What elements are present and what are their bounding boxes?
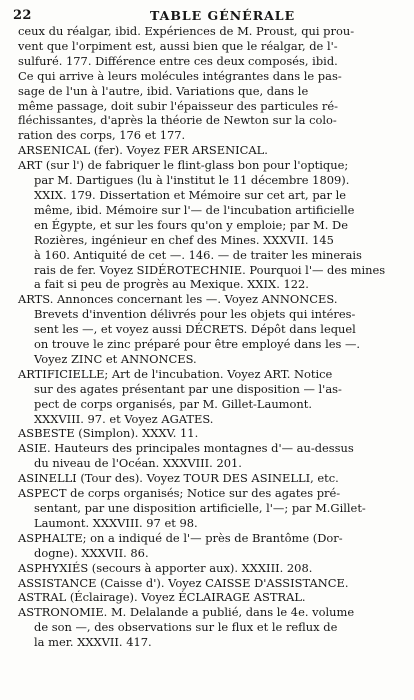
entry-line: ASBESTE (Simplon). XXXV. 11.: [18, 426, 199, 441]
index-entry: [18, 143, 402, 158]
entry-line: a fait si peu de progrès au Mexique. XXIX. 122.: [34, 277, 309, 292]
entry-line: ASPHYXIÉS (secours à apporter aux). XXXIII. 208.: [18, 560, 313, 575]
entry-line: Rozières, ingénieur en chef des Mines. XXXVII. 145: [34, 232, 334, 247]
entry-line: ARSENICAL (fer). Voyez FER ARSENICAL.: [18, 143, 268, 158]
entry-line: ASINELLI (Tour des). Voyez TOUR DES ASINELLI, etc.: [18, 471, 339, 486]
entry-line: ASIE. Hauteurs des principales montagnes d'— au-dessus: [18, 441, 354, 456]
entry-line: ASSISTANCE (Caisse d'). Voyez CAISSE D'ASSISTANCE.: [18, 575, 349, 590]
entry-line: ASPECT de corps organisés; Notice sur des agates pré-: [18, 486, 341, 501]
entry-line: de son —, des observations sur le flux et le reflux de: [34, 620, 338, 635]
entry-line: même passage, doit subir l'épaisseur des particules ré-: [18, 98, 338, 113]
index-entry: [18, 576, 402, 591]
entry-line: pect de corps organisés, par M. Gillet-Laumont.: [34, 396, 313, 411]
entry-line: dogne). XXXVII. 86.: [34, 545, 149, 560]
entry-line: sent les —, et voyez aussi DÉCRETS. Dépôt dans lequel: [34, 322, 356, 337]
index-entry: [18, 561, 402, 576]
entry-line: sentant, par une disposition artificielle, l'—; par M.Gillet-: [34, 501, 366, 515]
entry-line: ARTS. Annonces concernant les —. Voyez ANNONCES.: [18, 292, 338, 307]
index-entry: [18, 367, 402, 427]
entry-line: ASTRONOMIE. M. Delalande a publié, dans le 4e. volume: [18, 605, 355, 620]
entry-line: la mer. XXXVII. 417.: [34, 635, 152, 650]
entry-line: ART (sur l') de fabriquer le flint-glass bon pour l'optique;: [18, 158, 349, 173]
index-entry: [18, 158, 402, 292]
entry-line: Brevets d'invention délivrés pour les objets qui intéres-: [34, 307, 356, 322]
entry-line: du niveau de l'Océan. XXXVIII. 201.: [34, 456, 242, 471]
index-entry: [18, 486, 402, 531]
index-entry: [18, 531, 402, 561]
index-entry: [18, 605, 402, 650]
entry-line: XXXVIII. 97. et Voyez AGATES.: [34, 411, 214, 426]
entry-line: XXIX. 179. Dissertation et Mémoire sur cet art, par le: [34, 187, 346, 202]
index-entry: [18, 426, 402, 441]
entry-line: ASPHALTE; on a indiqué de l'— près de Brantôme (Dor-: [18, 530, 343, 545]
entry-line: on trouve le zinc préparé pour être employé dans les —.: [34, 337, 361, 352]
entry-line: Ce qui arrive à leurs molécules intégrantes dans le pas-: [18, 68, 342, 83]
entry-line: sulfuré. 177. Différence entre ces deux composés, ibid.: [18, 53, 338, 68]
entry-line: ASTRAL (Éclairage). Voyez ÉCLAIRAGE ASTRAL.: [18, 590, 306, 605]
index-entry: [18, 292, 402, 367]
entry-line: vent que l'orpiment est, aussi bien que le réalgar, de l'-: [18, 38, 338, 53]
entry-line: ARTIFICIELLE; Art de l'incubation. Voyez ART. Notice: [18, 366, 333, 381]
entry-line: ceux du réalgar, ibid. Expériences de M. Proust, qui prou-: [18, 24, 355, 38]
entry-line: Voyez ZINC et ANNONCES.: [34, 351, 197, 366]
index-entries: [18, 24, 402, 650]
entry-line: à 160. Antiquité de cet —. 146. — de traiter les minerais: [34, 247, 362, 262]
index-entry: [18, 24, 402, 143]
entry-line: même, ibid. Mémoire sur l'— de l'incubation artificielle: [34, 202, 355, 217]
entry-line: Laumont. XXXVIII. 97 et 98.: [34, 515, 198, 530]
page-number: 22: [13, 8, 32, 23]
index-entry: [18, 590, 402, 605]
entry-line: fléchissantes, d'après la théorie de Newton sur la colo-: [18, 113, 337, 128]
entry-line: par M. Dartigues (lu à l'institut le 11 décembre 1809).: [34, 173, 350, 188]
entry-line: en Égypte, et sur les fours qu'on y emploie; par M. De: [34, 217, 348, 232]
entry-line: rais de fer. Voyez SIDÉROTECHNIE. Pourquoi l'— des mines: [34, 262, 386, 277]
index-entry: [18, 471, 402, 486]
entry-line: ration des corps, 176 et 177.: [18, 128, 186, 143]
entry-line: sur des agates présentant par une disposition — l'as-: [34, 381, 342, 396]
entry-line: sage de l'un à l'autre, ibid. Variations que, dans le: [18, 83, 309, 98]
index-entry: [18, 441, 402, 471]
running-title: TABLE GÉNÉRALE: [150, 8, 296, 23]
